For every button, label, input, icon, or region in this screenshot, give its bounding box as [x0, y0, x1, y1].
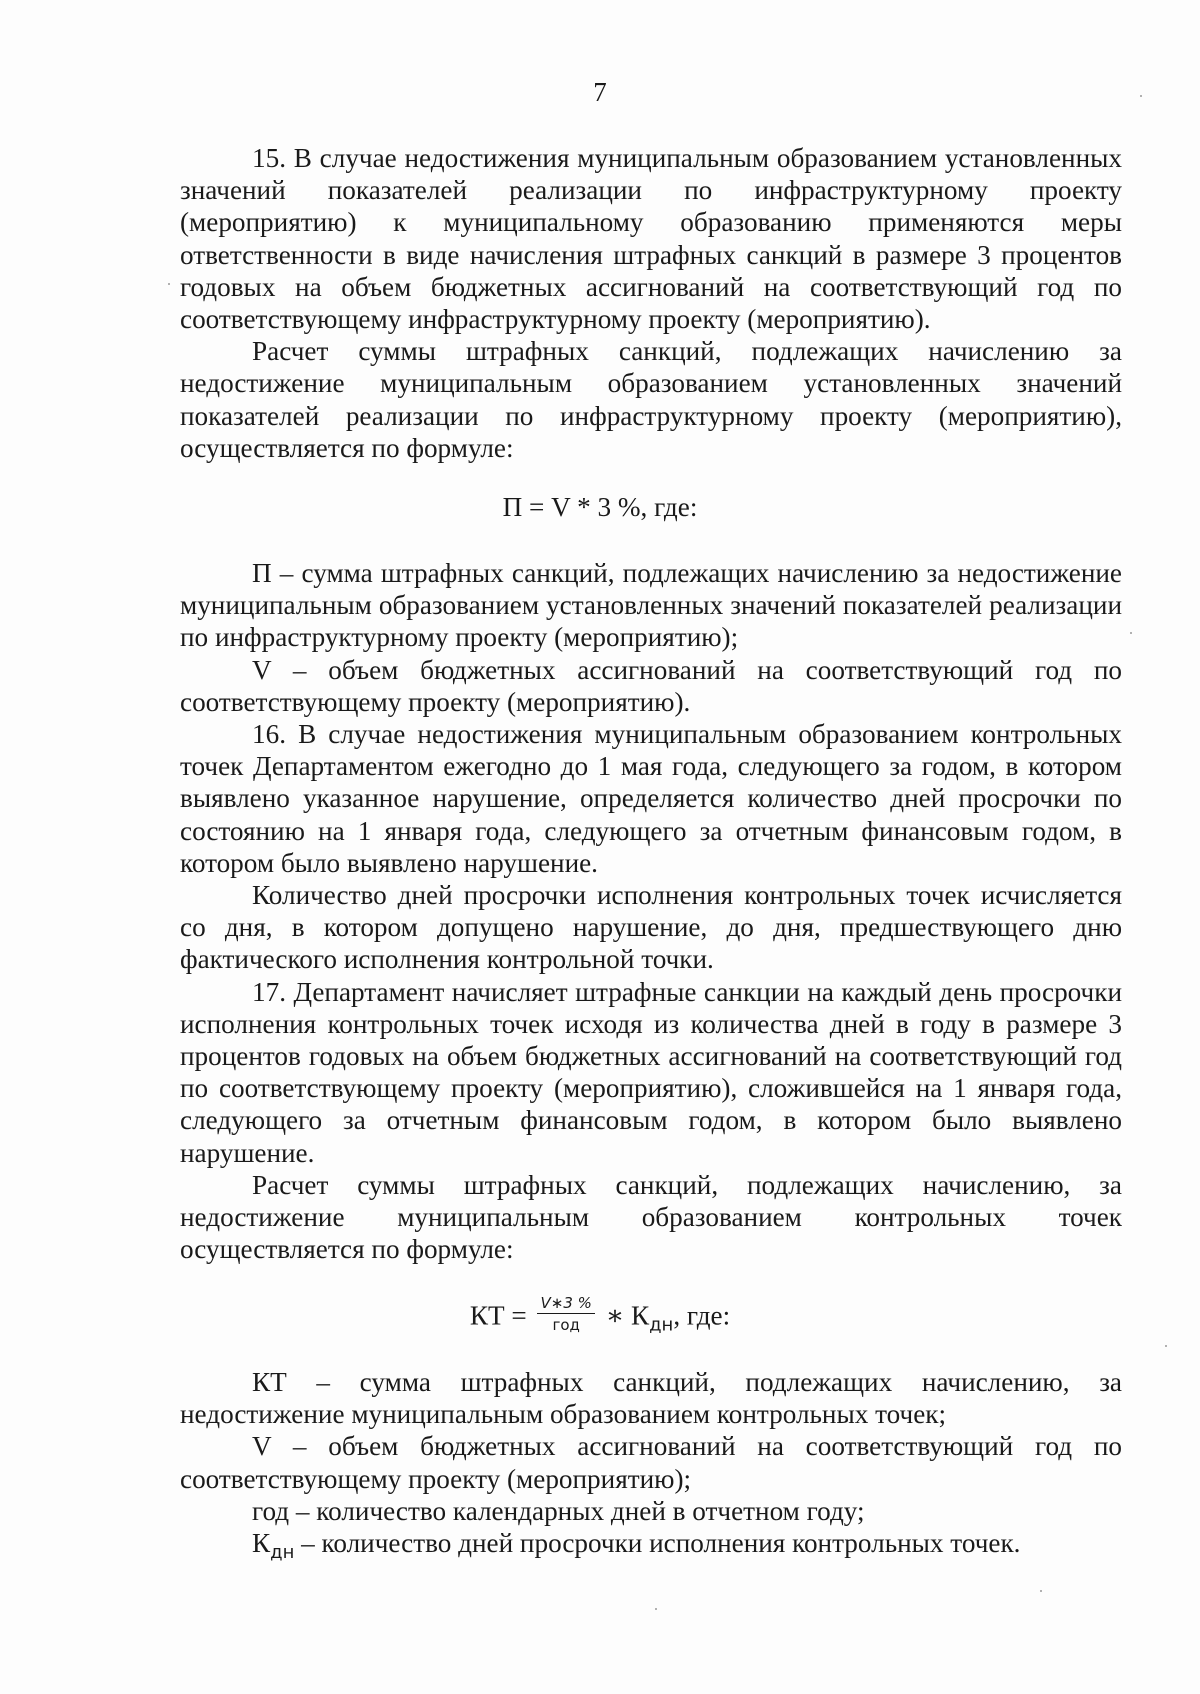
scan-speck — [1130, 632, 1132, 634]
formula-kt-numerator: V∗3 % — [537, 1294, 594, 1314]
paragraph-calc-intro-1: Расчет суммы штрафных санкций, подлежащих начислению за недостижение муниципальным образованием установленных значений показателей реализации по инфраструктурному проекту (мероприятию), осуществляется по формуле: — [180, 336, 1122, 463]
definition-v-2: V – объем бюджетных ассигнований на соответствующий год по соответствующему проекту (мероприятию); — [180, 1431, 1122, 1494]
definition-v: V – объем бюджетных ассигнований на соответствующий год по соответствующему проекту (мероприятию). — [180, 654, 1122, 717]
definition-kdn — [180, 1527, 1122, 1569]
paragraph-16: 16. В случае недостижения муниципальным образованием контрольных точек Департаментом ежегодно до 1 мая года, следующего за годом, в котором выявлено указанное нарушение, определяется количество дней просрочки по состоянию на 1 января года, следующего за отчетным финансовым годом, в котором было выявлено нарушение. — [180, 719, 1122, 878]
page-number: 7 — [593, 77, 607, 107]
definition-year: год – количество календарных дней в отчетном году; — [252, 1495, 865, 1526]
scan-speck — [655, 1608, 657, 1610]
scan-speck — [1165, 1345, 1167, 1347]
formula-kt — [0, 1294, 1200, 1341]
paragraph-delay-count: Количество дней просрочки исполнения контрольных точек исчисляется со дня, в котором допущено нарушение, до дня, предшествующего дню фактического исполнения контрольной точки. — [180, 880, 1122, 975]
section-1 — [180, 142, 1122, 464]
definition-kdn-subscript: дн — [270, 1542, 295, 1564]
definition-kdn-symbol: К — [252, 1528, 271, 1559]
paragraph-17: 17. Департамент начисляет штрафные санкции на каждый день просрочки исполнения контрольных точек исходя из количества дней в году в размере 3 процентов годовых на объем бюджетных ассигнований на соответствующий год по соответствующему проекту (мероприятию), сложившейся на 1 января года, следующего за отчетным финансовым годом, в котором было выявлено нарушение. — [180, 976, 1122, 1168]
formula-kt-subscript: дн — [649, 1314, 674, 1336]
section-3 — [180, 1366, 1122, 1569]
scan-speck — [168, 283, 170, 285]
scan-speck — [1140, 95, 1142, 97]
paragraph-15: 15. В случае недостижения муниципальным образованием установленных значений показателей реализации по инфраструктурному проекту (мероприятию) к муниципальному образованию применяются меры ответственности в виде начисления штрафных санкций в размере 3 процентов годовых на объем бюджетных ассигнований на соответствующий год по соответствующему инфраструктурному проекту (мероприятию). — [180, 143, 1122, 335]
formula-penalty: П = V * 3 %, где: — [502, 492, 698, 522]
formula-kt-denominator: год — [552, 1316, 580, 1334]
paragraph-calc-intro-2: Расчет суммы штрафных санкций, подлежащих начислению, за недостижение муниципальным образованием контрольных точек осуществляется по формуле: — [180, 1169, 1122, 1265]
formula-kt-tail: , где: — [673, 1300, 731, 1331]
formula-kt-fraction — [537, 1294, 594, 1334]
scan-speck — [1040, 1590, 1042, 1592]
section-2 — [180, 557, 1122, 1265]
definition-p: П – сумма штрафных санкций, подлежащих начислению за недостижение муниципальным образованием установленных значений показателей реализации по инфраструктурному проекту (мероприятию); — [180, 558, 1122, 653]
definition-kdn-text: – количество дней просрочки исполнения контрольных точек. — [294, 1528, 1021, 1559]
formula-kt-lhs: КТ = — [469, 1300, 527, 1331]
formula-kt-times: ∗ К — [605, 1300, 650, 1331]
definition-kt: КТ – сумма штрафных санкций, подлежащих начислению, за недостижение муниципальным образованием контрольных точек; — [180, 1367, 1122, 1430]
